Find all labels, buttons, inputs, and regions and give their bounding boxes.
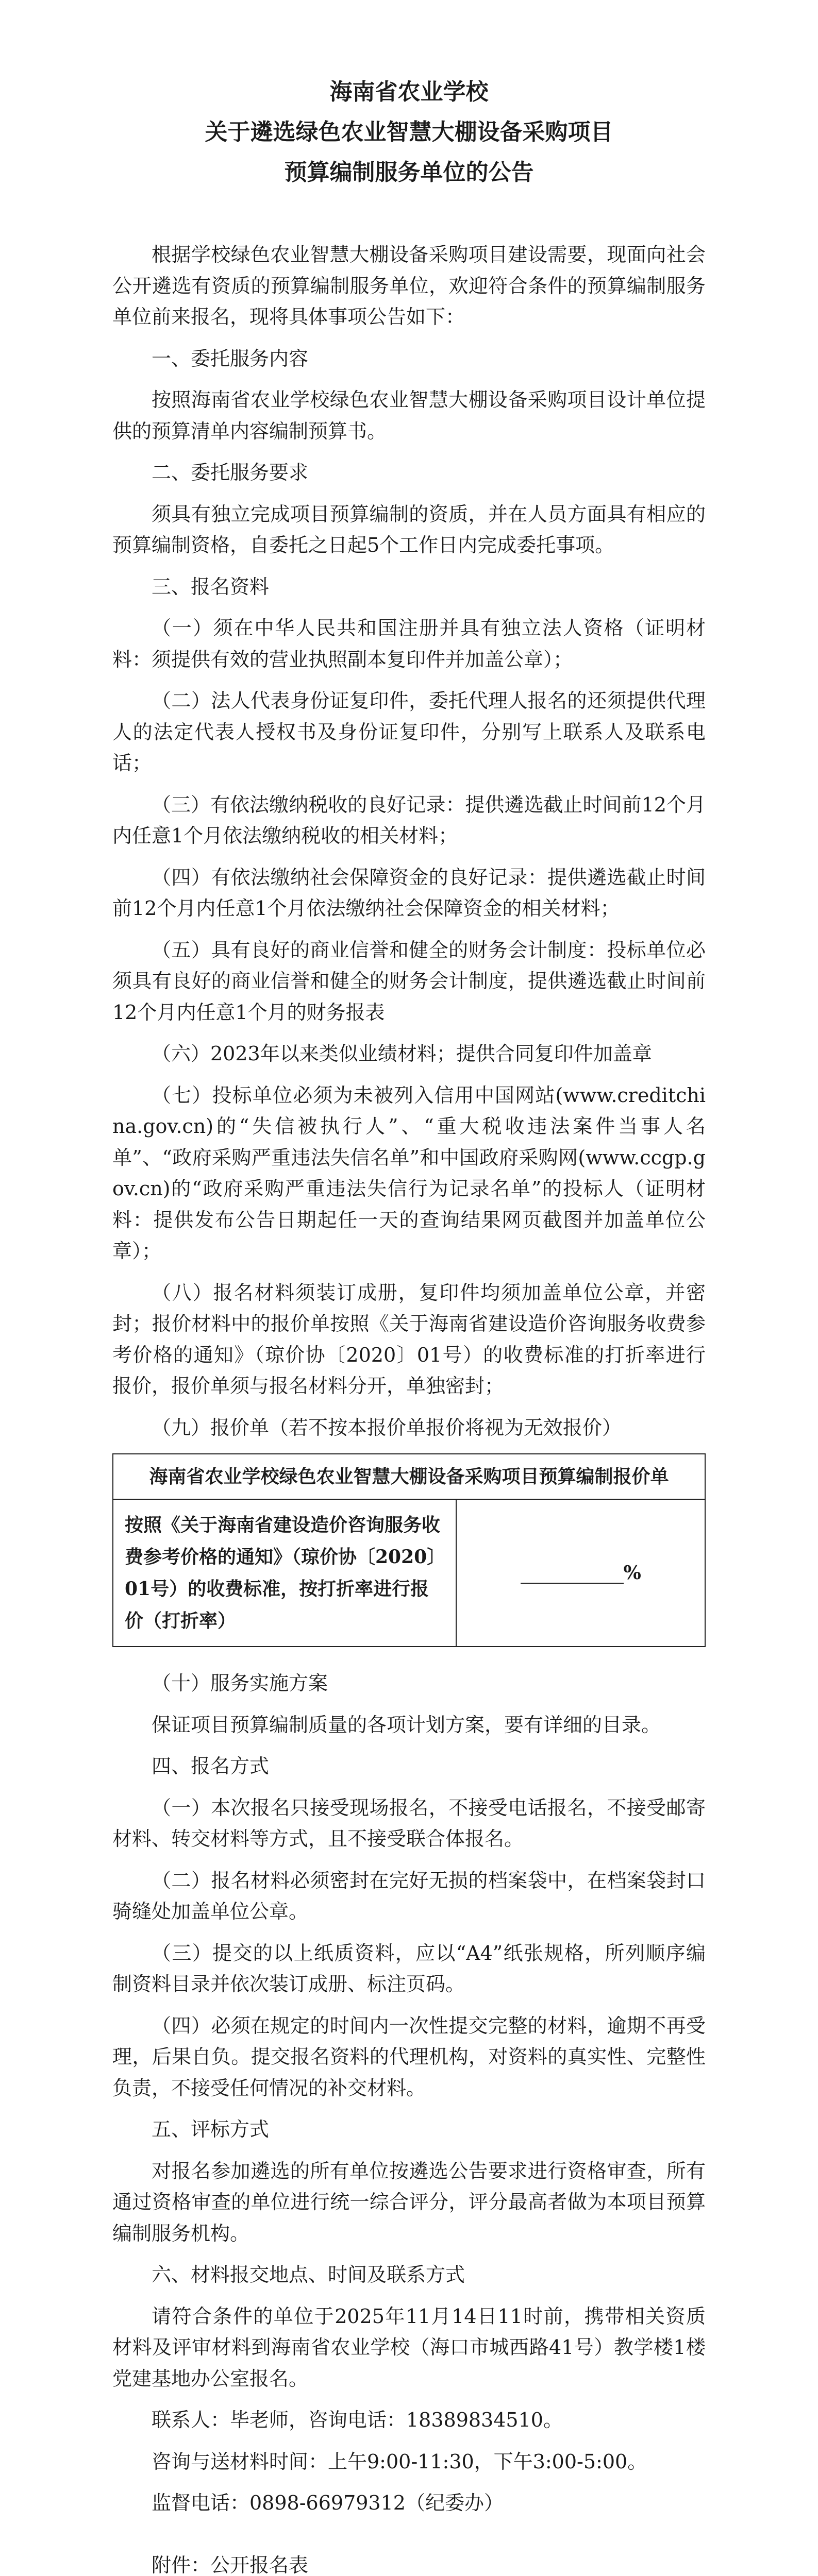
registration-item-2: （二）报名材料必须密封在完好无损的档案袋中，在档案袋封口骑缝处加盖单位公章。 [112, 1869, 706, 1923]
requirement-item-8: （八）报名材料须装订成册，复印件均须加盖单位公章，并密封；报价材料中的报价单按照《关于海南省建设造价咨询服务收费参考价格的通知》（琼价协〔2020〕01号）的收费标准的打折率进行报价，报价单须与报名材料分开，单独密封； [112, 1281, 706, 1397]
requirement-item-10: （十）服务实施方案 [152, 1672, 328, 1694]
requirement-item-7: （七）投标单位必须为未被列入信用中国网站(www.creditchina.gov.cn)的“失信被执行人”、“重大税收违法案件当事人名单”、“政府采购严重违法失信名单”和中国政府采购网(www.ccgp.gov.cn)的“政府采购严重违法失信行为记录名单”的投标人（证明材料：提供发布公告日期起任一天的查询结果网页截图并加盖单位公章）； [112, 1083, 706, 1262]
quote-table-header: 海南省农业学校绿色农业智慧大棚设备采购项目预算编制报价单 [113, 1454, 705, 1499]
title-line-2: 关于遴选绿色农业智慧大棚设备采购项目 [205, 119, 613, 145]
requirement-item-5: （五）具有良好的商业信誉和健全的财务会计制度：投标单位必须具有良好的商业信誉和健全的财务会计制度，提供遴选截止时间前12个月内任意1个月的财务报表 [112, 938, 706, 1024]
requirement-item-3: （三）有依法缴纳税收的良好记录：提供遴选截止时间前12个月内任意1个月依法缴纳税收的相关材料； [112, 793, 706, 847]
section-5-text: 对报名参加遴选的所有单位按遴选公告要求进行资格审查，所有通过资格审查的单位进行统一综合评分，评分最高者做为本项目预算编制服务机构。 [112, 2159, 706, 2245]
contact-person: 联系人：毕老师，咨询电话：18389834510。 [152, 2409, 563, 2431]
section-heading-2: 二、委托服务要求 [152, 461, 309, 484]
quote-table [112, 1453, 706, 1647]
document-title [112, 72, 706, 193]
registration-item-1: （一）本次报名只接受现场报名，不接受电话报名，不接受邮寄材料、转交材料等方式，且不接受联合体报名。 [112, 1796, 706, 1850]
quote-rate-cell [456, 1499, 705, 1647]
requirement-item-4: （四）有依法缴纳社会保障资金的良好记录：提供遴选截止时间前12个月内任意1个月依法缴纳社会保障资金的相关材料； [112, 866, 706, 920]
requirement-item-1: （一）须在中华人民共和国注册并具有独立法人资格（证明材料：须提供有效的营业执照副本复印件并加盖公章）； [112, 617, 706, 671]
requirement-item-6: （六）2023年以来类似业绩材料；提供合同复印件加盖章 [152, 1042, 652, 1065]
section-1-text: 按照海南省农业学校绿色农业智慧大棚设备采购项目设计单位提供的预算清单内容编制预算书。 [112, 388, 706, 443]
registration-item-3: （三）提交的以上纸质资料，应以“A4”纸张规格，所列顺序编制资料目录并依次装订成册、标注页码。 [112, 1941, 706, 1995]
section-6-text: 请符合条件的单位于2025年11月14日11时前，携带相关资质材料及评审材料到海南省农业学校（海口市城西路41号）教学楼1楼党建基地办公室报名。 [112, 2304, 706, 2390]
document-body [112, 239, 706, 2576]
rate-blank-line [521, 1562, 624, 1584]
section-heading-5: 五、评标方式 [152, 2118, 270, 2141]
supervision-phone: 监督电话：0898-66979312（纪委办） [152, 2492, 504, 2514]
section-heading-6: 六、材料报交地点、时间及联系方式 [152, 2263, 465, 2286]
section-heading-1: 一、委托服务内容 [152, 347, 309, 370]
title-line-3: 预算编制服务单位的公告 [284, 159, 534, 185]
quote-table-description: 按照《关于海南省建设造价咨询服务收费参考价格的通知》（琼价协〔2020〕01号）的收费标准，按打折率进行报价（打折率） [113, 1499, 456, 1647]
attachment-line: 附件：公开报名表 [152, 2553, 309, 2576]
requirement-item-2: （二）法人代表身份证复印件，委托代理人报名的还须提供代理人的法定代表人授权书及身份证复印件，分别写上联系人及联系电话； [112, 689, 706, 774]
percent-sign: % [623, 1562, 641, 1584]
section-heading-4: 四、报名方式 [152, 1755, 270, 1777]
section-heading-3: 三、报名资料 [152, 575, 270, 598]
requirement-item-9: （九）报价单（若不按本报价单报价将视为无效报价） [152, 1416, 622, 1439]
title-line-1: 海南省农业学校 [329, 79, 489, 105]
registration-item-4: （四）必须在规定的时间内一次性提交完整的材料，逾期不再受理，后果自负。提交报名资料的代理机构，对资料的真实性、完整性负责，不接受任何情况的补交材料。 [112, 2014, 706, 2099]
requirement-item-10-text: 保证项目预算编制质量的各项计划方案，要有详细的目录。 [152, 1713, 661, 1736]
intro-paragraph: 根据学校绿色农业智慧大棚设备采购项目建设需要，现面向社会公开遴选有资质的预算编制服务单位，欢迎符合条件的预算编制服务单位前来报名，现将具体事项公告如下： [112, 243, 706, 328]
section-2-text: 须具有独立完成项目预算编制的资质，并在人员方面具有相应的预算编制资格，自委托之日起5个工作日内完成委托事项。 [112, 502, 706, 556]
consult-time: 咨询与送材料时间：上午9:00-11:30，下午3:00-5:00。 [152, 2450, 647, 2473]
